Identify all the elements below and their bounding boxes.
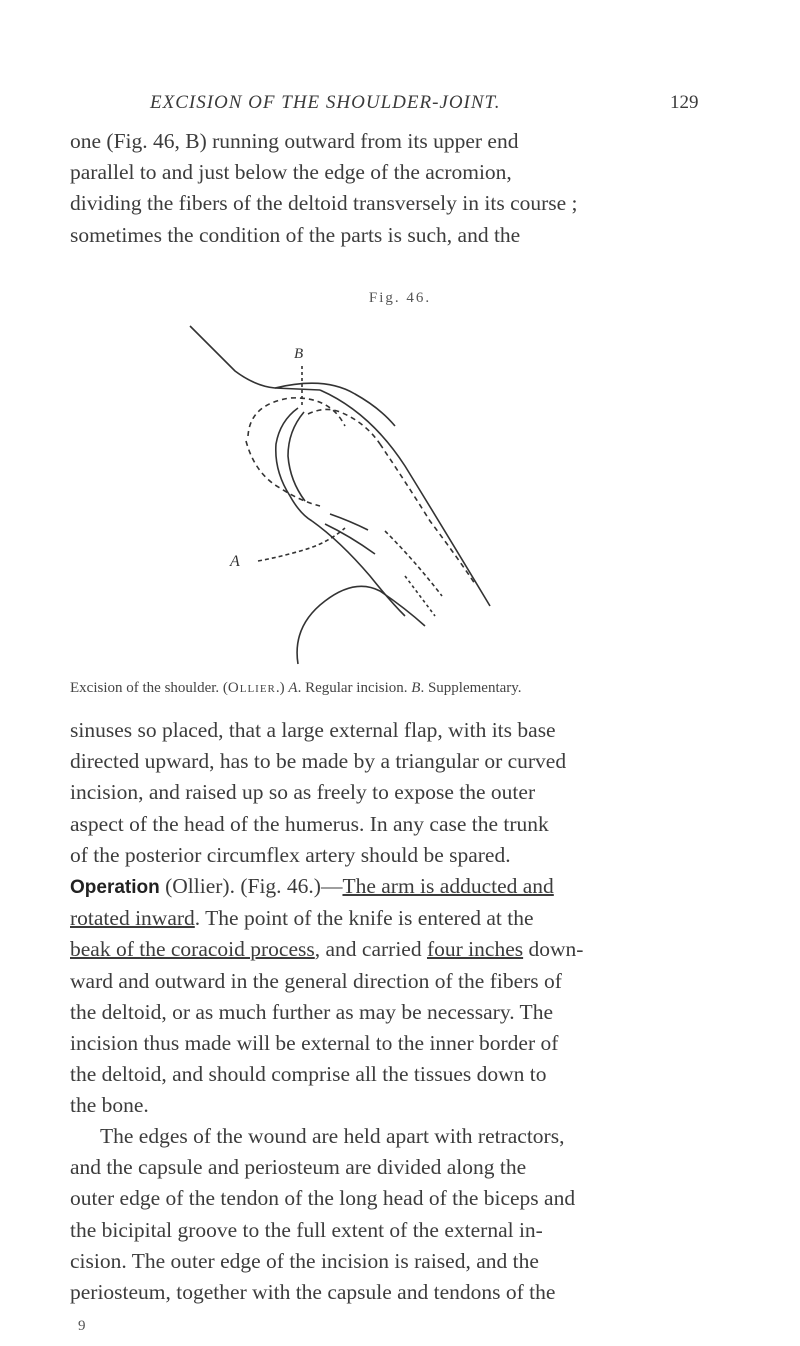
text-line: directed upward, has to be made by a triangular or curved [70, 749, 567, 774]
text-line: of the posterior circumflex artery should be spared. [70, 842, 511, 867]
text-line [70, 871, 730, 903]
operation-heading: Operation [70, 877, 160, 898]
figure-caption [70, 680, 750, 697]
text-line: cision. The outer edge of the incision is raised, and the [70, 1248, 539, 1273]
caption-mid: .) [275, 680, 285, 696]
text-run: down- [523, 937, 584, 962]
incision-a [276, 408, 312, 521]
operation-ref: (Ollier). (Fig. 46.)— [159, 874, 343, 898]
caption-author: Ollier [227, 680, 276, 696]
text-line: the bicipital groove to the full extent of the external in- [70, 1217, 543, 1242]
paragraph-intro [70, 126, 730, 251]
text-line [70, 903, 730, 934]
shoulder-incision-figure [180, 316, 620, 676]
underlined-text: The arm is adducted and [342, 874, 554, 898]
text-run: , and carried [314, 937, 427, 962]
acromion-outline [275, 383, 395, 426]
text-line: The edges of the wound are held apart with retractors, [100, 1124, 565, 1148]
text-line: sinuses so placed, that a large external flap, with its base [70, 718, 556, 742]
text-line: sometimes the condition of the parts is such, and the [70, 222, 521, 247]
running-head: EXCISION OF THE SHOULDER-JOINT. [150, 92, 501, 113]
axilla-curve [297, 586, 425, 664]
caption-a: A [288, 680, 298, 696]
text-line: periosteum, together with the capsule and tendons of the [70, 1280, 556, 1305]
text-line: the bone. [70, 1093, 149, 1118]
caption-prefix: Excision of the shoulder. ( [70, 680, 228, 696]
figure-letter-a: A [230, 553, 240, 570]
figure-label: Fig. 46. [368, 290, 432, 306]
text-line: and the capsule and periosteum are divided along the [70, 1155, 527, 1180]
caption-b: B [411, 680, 421, 696]
humeral-head-dashed [248, 398, 345, 436]
text-line: outer edge of the tendon of the long head of the biceps and [70, 1186, 576, 1211]
figure-letter-b: B [294, 346, 304, 362]
page-header [0, 92, 800, 122]
underlined-text: beak of the coracoid process [70, 937, 315, 962]
text-line: ward and outward in the general direction of the fibers of [70, 968, 562, 993]
text-line: aspect of the head of the humerus. In any case the trunk [70, 811, 549, 836]
text-line: incision thus made will be external to the inner border of [70, 1031, 559, 1056]
text-run: . The point of the knife is entered at the [194, 906, 534, 931]
text-line: the deltoid, and should comprise all the tissues down to [70, 1062, 547, 1087]
underlined-text: four inches [426, 937, 524, 962]
paragraph-sinuses [70, 715, 730, 871]
underlined-text: rotated inward [70, 906, 195, 931]
arm-inner-contour [312, 521, 405, 616]
caption-a-text: . Regular incision. [297, 680, 408, 696]
page-number: 129 [670, 92, 699, 113]
signature-mark: 9 [78, 1318, 86, 1334]
caption-b-text: . Supplementary. [420, 680, 522, 696]
paragraph-edges [70, 1121, 730, 1308]
text-line [70, 934, 730, 965]
text-line: the deltoid, or as much further as may be necessary. The [70, 999, 553, 1024]
text-line: one (Fig. 46, B) running outward from its upper end [70, 129, 519, 153]
text-line: parallel to and just below the edge of the acromion, [70, 160, 512, 185]
text-line: incision, and raised up so as freely to expose the outer [70, 780, 536, 805]
paragraph-operation [70, 871, 730, 1122]
arm-outer-contour [320, 390, 490, 606]
text-line: dividing the fibers of the deltoid transversely in its course ; [70, 191, 578, 216]
